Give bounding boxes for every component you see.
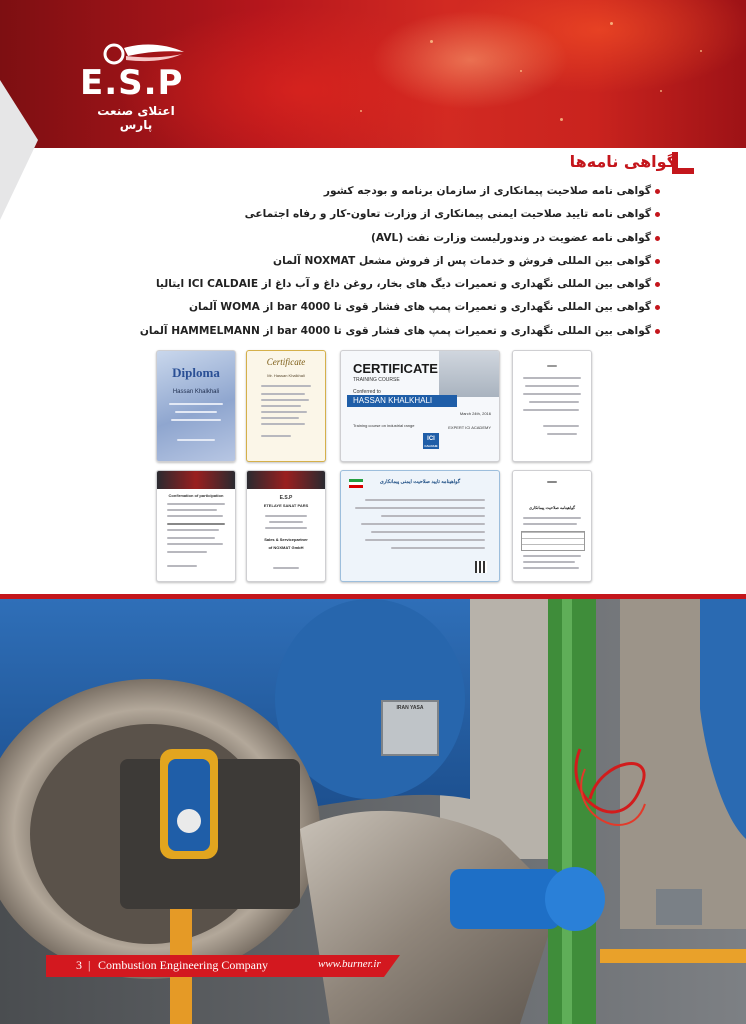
ici-conferred-label: Conferred to [353, 389, 381, 395]
footer-company: Combustion Engineering Company [98, 958, 268, 972]
nameplate-label: IRAN YASA [396, 705, 424, 711]
list-item [190, 203, 660, 226]
thumbnail-banner [157, 471, 235, 489]
spark [430, 40, 433, 43]
thumbnail-banner [247, 471, 325, 489]
list-item [190, 250, 660, 273]
safety-certificate-thumbnail [340, 470, 500, 582]
logo-subtitle: اعتلای صنعت پارس [97, 104, 175, 132]
list-item [155, 273, 660, 296]
list-item [190, 296, 660, 319]
ici-name: HASSAN KHALKHALI [353, 396, 433, 405]
list-item-text: گواهی نامه عضویت در وندورلیست وزارت نفت (AVL) [371, 231, 651, 244]
logo-wordmark: E.S.P [80, 63, 184, 103]
list-item-text: گواهی نامه صلاحیت پیمانکاری از سازمان برنامه و بودجه کشور [323, 185, 651, 197]
ici-logo-icon [423, 433, 439, 449]
ici-certificate-subtitle: TRAINING COURSE [353, 377, 400, 383]
list-item [190, 180, 660, 203]
list-item [139, 320, 660, 343]
spark [660, 90, 662, 92]
diploma-name: Hassan Khalkhali [172, 389, 220, 395]
noxmat-role: Sales & Servicepartner [264, 537, 308, 542]
certificate-thumbnail [246, 350, 326, 462]
qr-code-icon [475, 561, 487, 573]
diploma-thumbnail [156, 350, 236, 462]
noxmat-company: ETELAYE SANAT PARS [263, 503, 309, 508]
flame-logo-icon [92, 38, 188, 66]
list-item-text: گواهی بین المللی نگهداری و تعمیرات پمپ های فشار قوی تا 4000 bar از WOMA آلمان [188, 301, 651, 314]
bullet-icon [655, 259, 660, 264]
spark [560, 118, 563, 121]
footer-url[interactable]: www.burner.ir [318, 958, 381, 970]
footer-bar-end [384, 955, 400, 977]
spark [520, 70, 522, 72]
noxmat-thumbnail [246, 470, 326, 582]
section-title: گواهی نامه‌ها [569, 152, 676, 171]
list-item-text: گواهی بین المللی نگهداری و تعمیرات دیگ های بخار، روغن داغ و آب داغ از ICI CALDAIE ایتالیا [155, 278, 651, 291]
participation-thumbnail [156, 470, 236, 582]
certificate-title: Certificate [266, 357, 306, 367]
spark [700, 50, 702, 52]
safety-certificate-title: گواهینامه تایید صلاحیت ایمنی پیمانکاری [379, 479, 461, 485]
ici-course: Training course on industrial range [353, 423, 415, 428]
spark [610, 22, 613, 25]
spark [360, 110, 362, 112]
contractor-certificate-thumbnail [512, 470, 592, 582]
contractor-certificate-title: گواهینامه صلاحیت پیمانکاری [528, 505, 576, 510]
certificate-name: Mr. Hassan Khalkhali [267, 373, 305, 378]
ici-certificate-title: CERTIFICATE [353, 361, 438, 376]
list-item-text: گواهی نامه تایید صلاحیت ایمنی پیمانکاری از وزارت تعاون-کار و رفاه اجتماعی [244, 208, 651, 221]
bullet-icon [655, 212, 660, 217]
ici-certificate-thumbnail [340, 350, 500, 462]
left-decoration [0, 80, 38, 220]
table-block [521, 531, 585, 551]
page-number: 3 [76, 958, 82, 972]
bullet-icon [655, 236, 660, 241]
ici-academy: EXPERT ICI ACADEMY [448, 425, 491, 430]
company-logo [74, 38, 194, 130]
list-item-text: گواهی بین المللی فروش و خدمات پس از فروش مشعل NOXMAT آلمان [273, 254, 651, 267]
header-banner [0, 0, 746, 148]
bullet-icon [655, 282, 660, 287]
list-item [190, 227, 660, 250]
noxmat-title: E.S.P [279, 495, 293, 501]
ici-date: March 24th, 2016 [459, 411, 491, 416]
bullet-icon [655, 329, 660, 334]
ici-brand-sub: CALDAIE [424, 444, 438, 448]
letter-thumbnail [512, 350, 592, 462]
list-item-text: گواهی بین المللی نگهداری و تعمیرات پمپ های فشار قوی تا 4000 bar از HAMMELMANN آلمان [139, 324, 651, 337]
participation-title: Confirmation of participation [168, 493, 224, 498]
noxmat-of: of NOXMAT GmbH [268, 545, 304, 550]
ici-brand: ICI [427, 436, 435, 442]
certificate-photo [439, 351, 499, 397]
bullet-icon [655, 189, 660, 194]
footer-separator: | [88, 958, 91, 972]
diploma-title: Diploma [172, 365, 220, 380]
bullet-icon [655, 305, 660, 310]
certificate-list [139, 180, 660, 343]
